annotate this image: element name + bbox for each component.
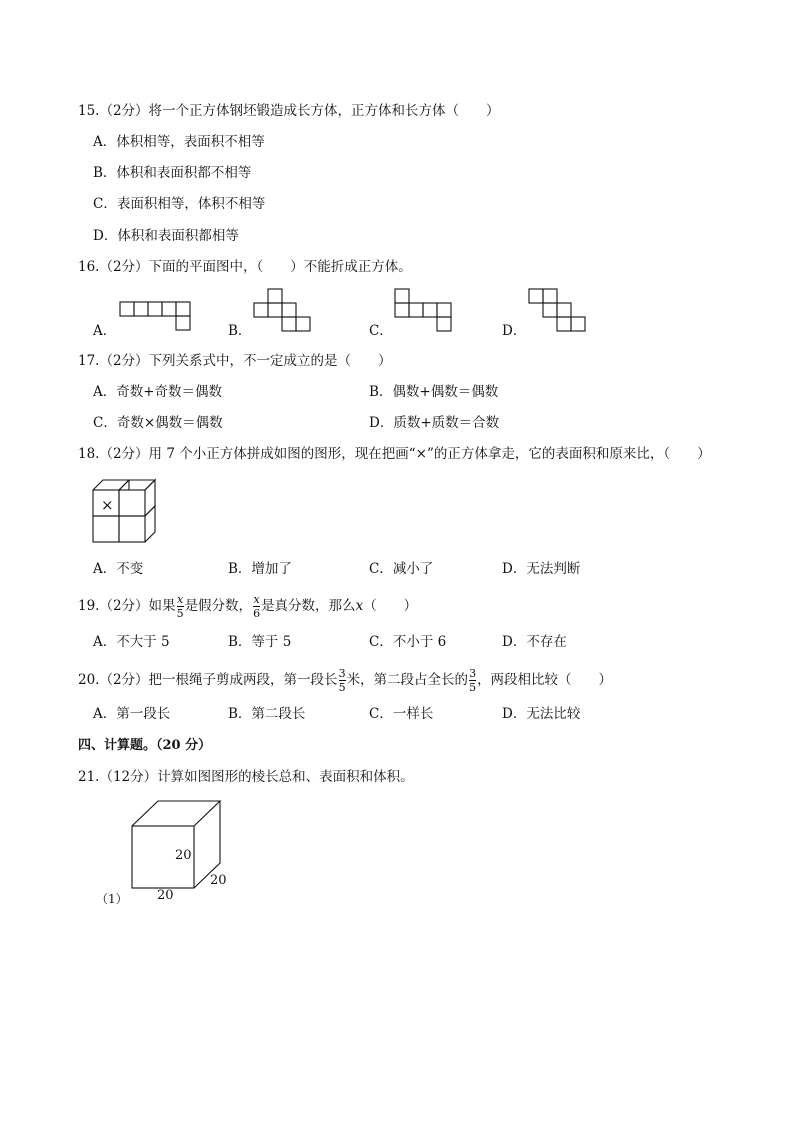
q20-option-a[interactable]: A．第一段长 <box>93 706 171 722</box>
q16-net-c <box>395 289 451 331</box>
q20-frac2-numerator: 3 <box>469 667 477 680</box>
q20-fraction-3-over-5-b <box>469 668 476 693</box>
q20-option-b[interactable]: B．第二段长 <box>228 706 306 722</box>
q18-option-c[interactable]: C．减小了 <box>369 561 434 577</box>
q16-option-c[interactable]: C． <box>369 323 393 339</box>
q19-stem <box>78 594 417 619</box>
q15-option-a[interactable]: A．体积相等，表面积不相等 <box>93 134 265 150</box>
q19-suffix-b: （ ） <box>363 598 418 614</box>
q20-stem <box>78 668 612 693</box>
q20-frac1-denominator: 5 <box>338 681 346 694</box>
q16-net-b <box>254 289 310 331</box>
q19-option-d[interactable]: D．不存在 <box>502 634 567 650</box>
q17-option-a[interactable]: A．奇数+奇数＝偶数 <box>93 384 223 400</box>
q20-fraction-3-over-5-a <box>339 668 346 693</box>
q18-removed-cube-mark: × <box>101 496 114 514</box>
q20-suffix: ，两段相比较（ ） <box>477 672 613 688</box>
q19-fraction-x-over-5 <box>177 594 184 619</box>
q21-cube-figure <box>131 800 221 890</box>
q19-frac2-numerator: x <box>253 593 260 606</box>
q19-frac1-denominator: 5 <box>176 607 184 620</box>
q18-option-b[interactable]: B．增加了 <box>228 561 292 577</box>
q19-fraction-x-over-6 <box>253 594 260 619</box>
q18-stem: 18.（2分）用 7 个小正方体拼成如图的图形，现在把画“×”的正方体拿走，它的表面积和原来比，（ ） <box>78 446 711 462</box>
q21-stem: 21.（12分）计算如图图形的棱长总和、表面积和体积。 <box>78 769 414 785</box>
q19-frac1-numerator: x <box>176 593 184 606</box>
q15-option-c[interactable]: C．表面积相等，体积不相等 <box>93 196 266 212</box>
q20-option-d[interactable]: D．无法比较 <box>502 706 581 722</box>
q18-option-a[interactable]: A．不变 <box>93 561 144 577</box>
q19-frac2-denominator: 6 <box>253 607 261 620</box>
q20-frac1-numerator: 3 <box>338 667 346 680</box>
q16-option-a[interactable]: A． <box>93 323 117 339</box>
q17-stem: 17.（2分）下列关系式中，不一定成立的是（ ） <box>78 353 392 369</box>
q20-mid: 米，第二段占全长的 <box>346 672 469 688</box>
q21-label-front: 20 <box>175 848 192 863</box>
q15-stem: 15.（2分）将一个正方体钢坯锻造成长方体，正方体和长方体（ ） <box>78 103 500 119</box>
q19-option-a[interactable]: A．不大于 5 <box>93 634 170 650</box>
q19-prefix: 19.（2分）如果 <box>78 598 176 614</box>
q19-option-b[interactable]: B．等于 5 <box>228 634 292 650</box>
q20-frac2-denominator: 5 <box>469 681 477 694</box>
section-4-title: 四、计算题。（20 分） <box>78 738 212 753</box>
q21-sub-label: （1） <box>96 892 128 906</box>
q17-option-d[interactable]: D．质数+质数＝合数 <box>369 415 500 431</box>
q17-option-c[interactable]: C．奇数×偶数＝偶数 <box>93 415 223 431</box>
q16-option-d[interactable]: D． <box>502 323 527 339</box>
q19-option-c[interactable]: C．不小于 6 <box>369 634 447 650</box>
q19-suffix-a: 是真分数，那么 <box>261 598 356 614</box>
q18-option-d[interactable]: D．无法判断 <box>502 561 581 577</box>
q15-option-d[interactable]: D．体积和表面积都相等 <box>93 228 239 244</box>
q16-option-b[interactable]: B． <box>228 323 252 339</box>
q17-option-b[interactable]: B．偶数+偶数＝偶数 <box>369 384 499 400</box>
q21-label-side: 20 <box>210 873 227 888</box>
q16-net-a <box>120 302 190 332</box>
q20-option-c[interactable]: C．一样长 <box>369 706 434 722</box>
q19-mid: 是假分数， <box>184 598 253 614</box>
q19-variable: x <box>355 598 364 614</box>
q15-option-b[interactable]: B．体积和表面积都不相等 <box>93 165 252 181</box>
q21-label-bottom: 20 <box>157 888 174 903</box>
q16-net-d <box>529 289 585 331</box>
q16-stem: 16.（2分）下面的平面图中，（ ）不能折成正方体。 <box>78 259 412 275</box>
q20-prefix: 20.（2分）把一根绳子剪成两段，第一段长 <box>78 672 338 688</box>
